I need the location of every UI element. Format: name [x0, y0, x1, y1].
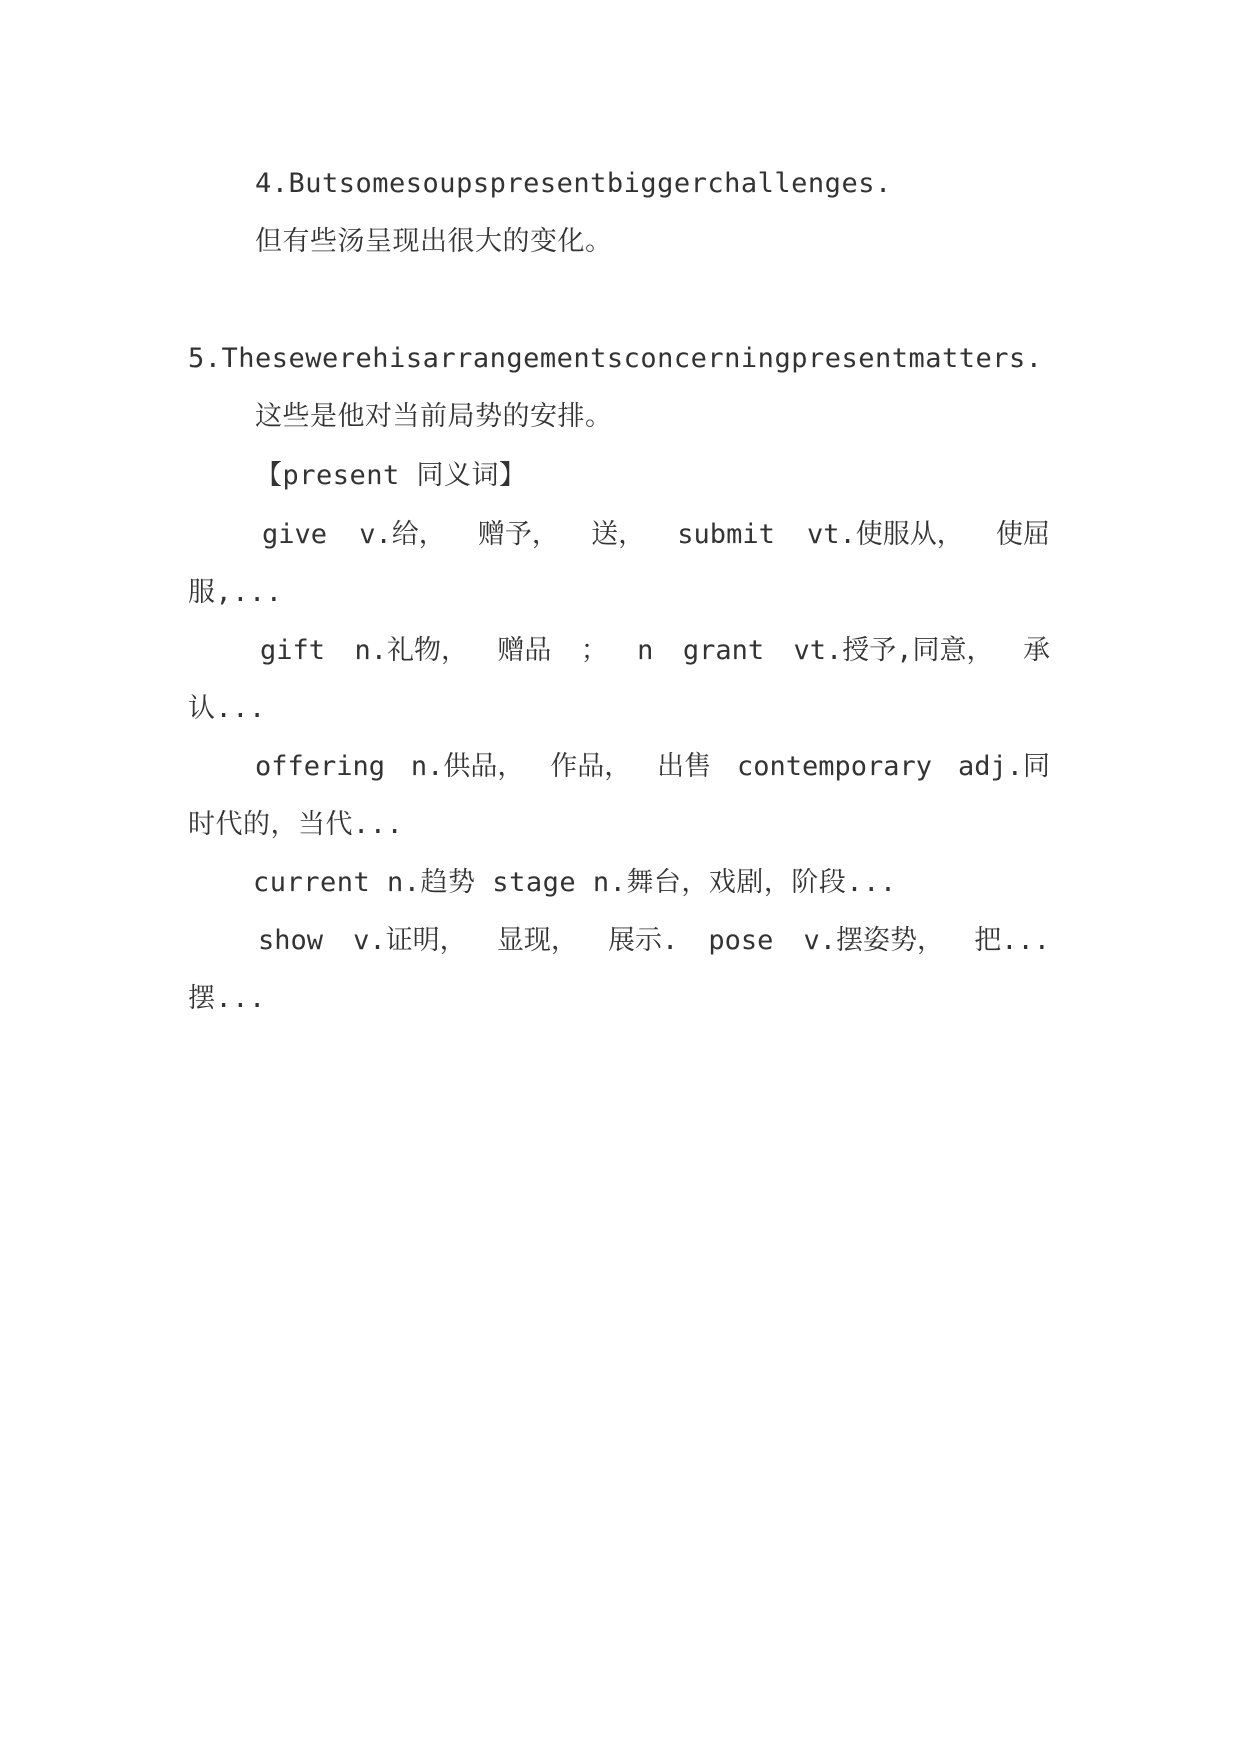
synonym-word: 使屈 — [996, 519, 1050, 550]
synonym-word: give — [262, 519, 328, 550]
synonym-word: vt.授予,同意， — [793, 635, 994, 666]
synonym-word: vt.使服从， — [807, 519, 964, 550]
synonym-word: 显现， — [496, 925, 578, 956]
synonym-word: contemporary — [737, 751, 933, 782]
example-4-chinese: 但有些汤呈现出很大的变化。 — [255, 226, 613, 257]
synonym-word: n.礼物， — [354, 635, 468, 666]
synonym-word: submit — [677, 519, 775, 550]
synonym-line — [262, 515, 1050, 555]
synonym-word: 承 — [1022, 635, 1050, 666]
synonym-word: 赠品 — [497, 635, 552, 666]
example-4-english: 4.Butsomesoupspresentbiggerchallenges. — [255, 168, 892, 199]
synonym-word: pose — [708, 925, 774, 956]
synonym-continuation: 服,... — [188, 577, 283, 608]
synonym-word: 赠予， — [477, 519, 559, 550]
synonym-word: gift — [260, 635, 326, 666]
synonym-word: grant — [682, 635, 765, 666]
synonym-word: ； — [580, 635, 608, 666]
synonym-line: current n.趋势 stage n.舞台，戏剧，阶段... — [253, 867, 897, 898]
synonym-word: 送， — [591, 519, 646, 550]
synonym-word: 把... — [974, 925, 1050, 956]
synonym-line — [258, 921, 1050, 961]
example-5-english: 5.Thesewerehisarrangementsconcerningpresentmatters. — [188, 343, 1043, 374]
synonym-word: show — [258, 925, 324, 956]
synonym-word: 展示. — [607, 925, 679, 956]
synonym-word: v.摆姿势， — [803, 925, 945, 956]
synonym-line — [255, 747, 1050, 787]
synonym-word: v.给， — [359, 519, 446, 550]
synonym-word: v.证明， — [353, 925, 467, 956]
synonym-line — [260, 631, 1050, 671]
synonym-word: adj.同 — [957, 751, 1050, 782]
synonyms-heading: 【present 同义词】 — [255, 460, 527, 491]
synonym-word: n.供品， — [410, 751, 525, 782]
synonym-word: 作品， — [550, 751, 632, 782]
synonym-continuation: 时代的，当代... — [188, 809, 404, 840]
synonym-word: offering — [255, 751, 386, 782]
synonym-continuation: 摆... — [188, 983, 266, 1014]
synonym-continuation: 认... — [188, 693, 266, 724]
synonym-word: 出售 — [657, 751, 712, 782]
synonym-word: n — [637, 635, 654, 666]
example-5-chinese: 这些是他对当前局势的安排。 — [255, 401, 613, 432]
